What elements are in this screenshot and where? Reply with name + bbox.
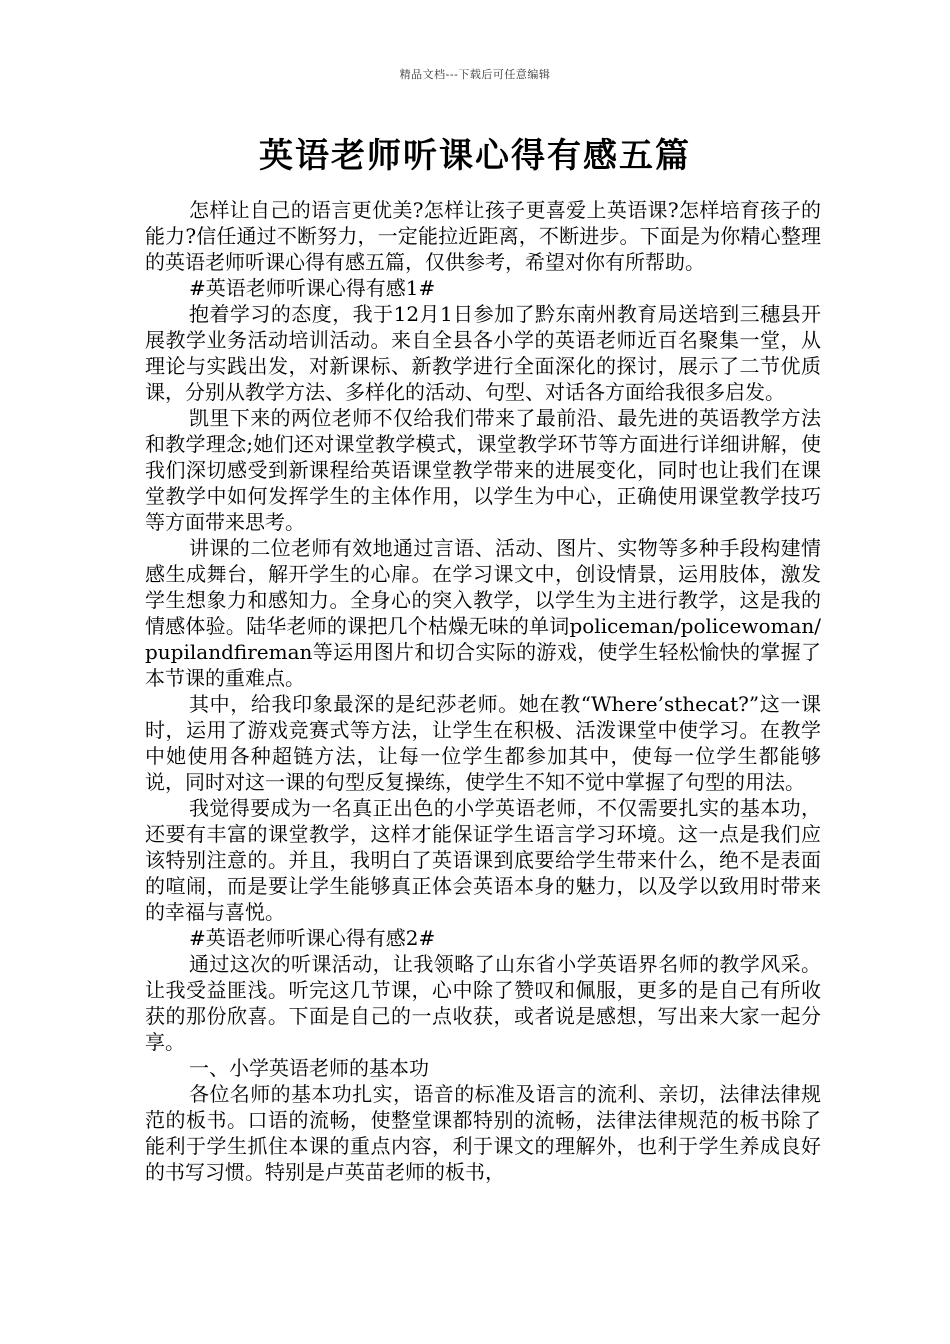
body-paragraph: 通过这次的听课活动，让我领略了山东省小学英语界名师的教学风采。让我受益匪浅。听完这几节课，心中除了赞叹和佩服，更多的是自己有所收获的那份欣喜。下面是自己的一点收获，或者说是感想，写出来大家一起分享。 xyxy=(145,952,821,1054)
body-paragraph: 讲课的二位老师有效地通过言语、活动、图片、实物等多种手段构建情感生成舞台，解开学生的心扉。在学习课文中，创设情景，运用肢体，激发学生想象力和感知力。全身心的突入教学，以学生为主进行教学，这是我的情感体验。陆华老师的课把几个枯燥无味的单词policeman/policewoman/pupilandfireman等运用图片和切合实际的游戏，使学生轻松愉快的掌握了本节课的重难点。 xyxy=(145,536,821,690)
body-paragraph: 我觉得要成为一名真正出色的小学英语老师，不仅需要扎实的基本功，还要有丰富的课堂教学，这样才能保证学生语言学习环境。这一点是我们应该特别注意的。并且，我明白了英语课到底要给学生带来什么，绝不是表面的喧闹，而是要让学生能够真正体会英语本身的魅力，以及学以致用时带来的幸福与喜悦。 xyxy=(145,796,821,924)
subsection-heading: 一、小学英语老师的基本功 xyxy=(189,1056,429,1080)
body-paragraph: 其中，给我印象最深的是纪莎老师。她在教“Where’sthecat?”这一课时，运用了游戏竞赛式等方法，让学生在积极、活泼课堂中使学习。在教学中她使用各种超链方法，让每一位学生都参加其中，使每一位学生都能够说，同时对这一课的句型反复操练，使学生不知不觉中掌握了句型的用法。 xyxy=(145,692,821,794)
page-title: 英语老师听课心得有感五篇 xyxy=(259,136,691,176)
body-paragraph: 各位名师的基本功扎实，语音的标准及语言的流利、亲切，法律法律规范的板书。口语的流畅，使整堂课都特别的流畅，法律法律规范的板书除了能利于学生抓住本课的重点内容，利于课文的理解外，也利于学生养成良好的书写习惯。特别是卢英苗老师的板书， xyxy=(145,1082,821,1184)
section-heading-1: #英语老师听课心得有感1# xyxy=(189,276,436,300)
body-paragraph: 凯里下来的两位老师不仅给我们带来了最前沿、最先进的英语教学方法和教学理念;她们还对课堂教学模式，课堂教学环节等方面进行详细讲解，使我们深切感受到新课程给英语课堂教学带来的进展变化，同时也让我们在课堂教学中如何发挥学生的主体作用，以学生为中心，正确使用课堂教学技巧等方面带来思考。 xyxy=(145,406,821,534)
section-heading-2: #英语老师听课心得有感2# xyxy=(189,926,436,950)
document-body xyxy=(145,197,821,1185)
header-note: 精品文档---下载后可任意编辑 xyxy=(399,68,551,81)
body-paragraph: 抱着学习的态度，我于12月1日参加了黔东南州教育局送培到三穗县开展教学业务活动培训活动。来自全县各小学的英语老师近百名聚集一堂，从理论与实践出发，对新课标、新教学进行全面深化的探讨，展示了二节优质课，分别从教学方法、多样化的活动、句型、对话各方面给我很多启发。 xyxy=(145,302,821,404)
intro-paragraph: 怎样让自己的语言更优美?怎样让孩子更喜爱上英语课?怎样培育孩子的能力?信任通过不断努力，一定能拉近距离，不断进步。下面是为你精心整理的英语老师听课心得有感五篇，仅供参考，希望对你有所帮助。 xyxy=(145,198,821,274)
